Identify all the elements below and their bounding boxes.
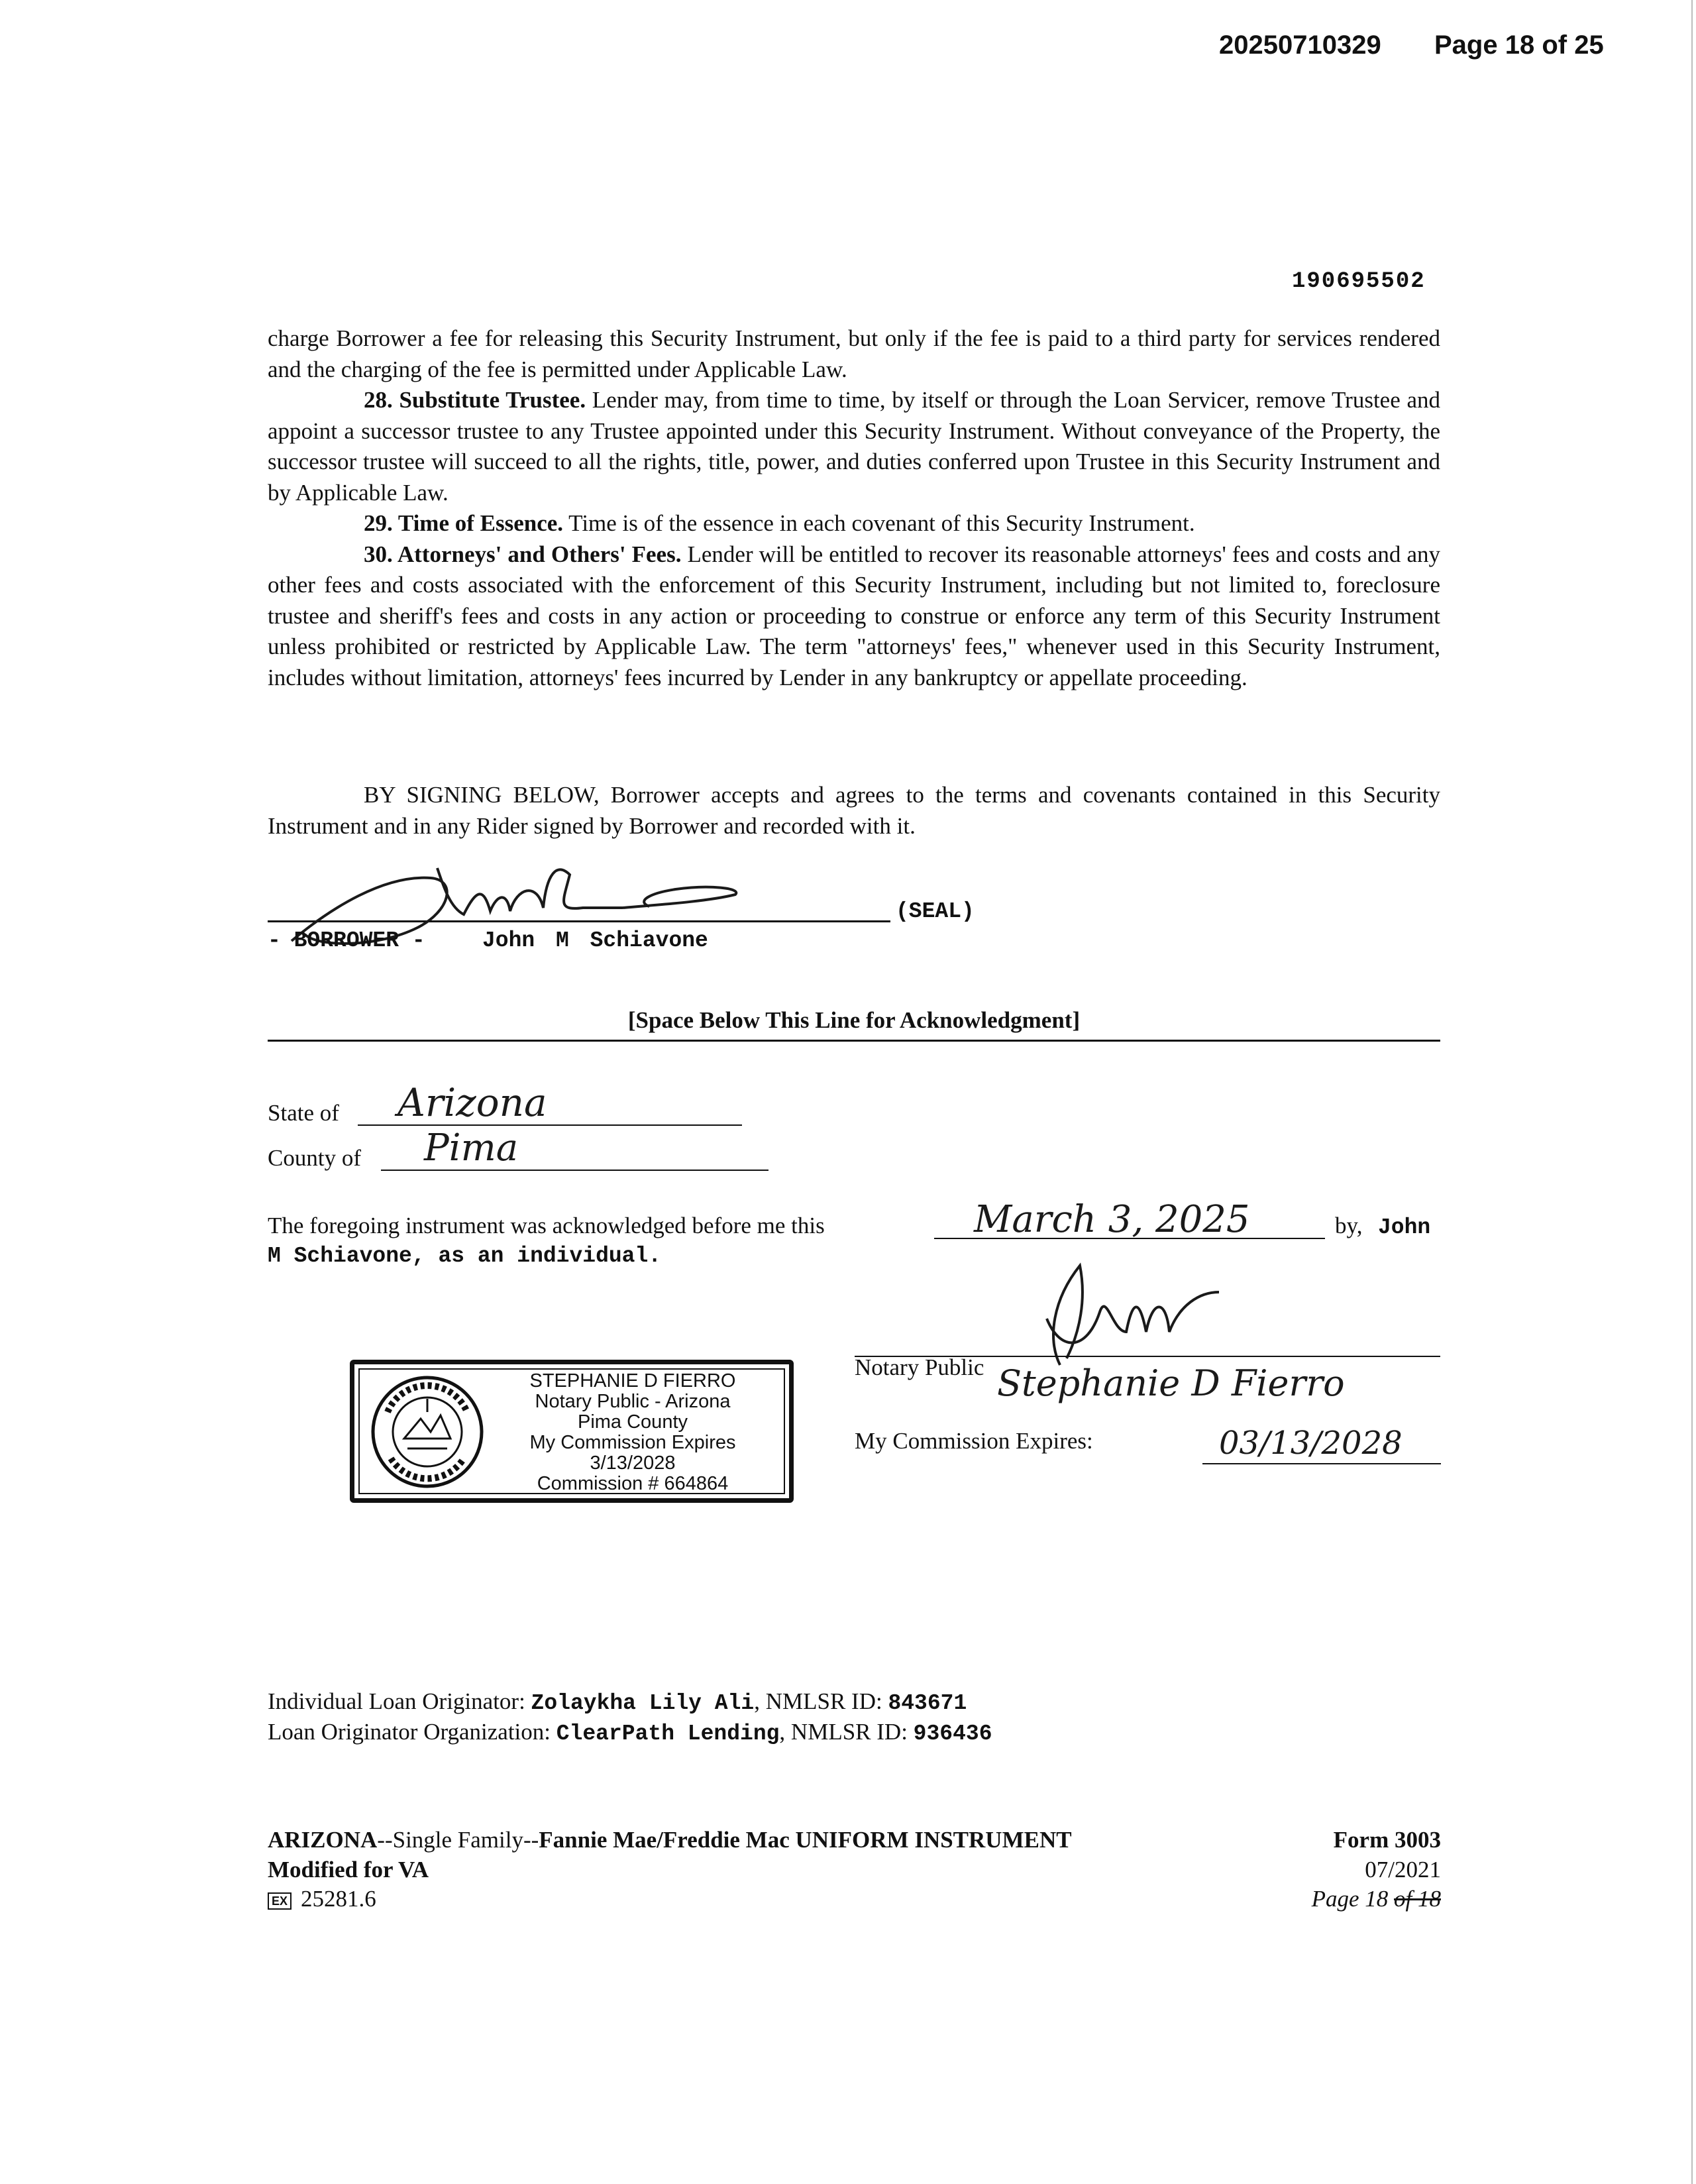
- individual-id: 843671: [888, 1691, 967, 1716]
- county-label: County of: [268, 1145, 361, 1171]
- notary-stamp-text: [487, 1371, 778, 1494]
- organization-label: Loan Originator Organization:: [268, 1719, 551, 1745]
- section-28: [268, 385, 1440, 508]
- commission-label: My Commission Expires:: [855, 1428, 1093, 1454]
- footer-page: [1206, 1886, 1441, 1912]
- signing-statement: BY SIGNING BELOW, Borrower accepts and agrees to the terms and covenants contained in this Security Instrument and in any Rider signed by Borrower and recorded with it.: [268, 782, 1440, 839]
- stamp-county: Pima County: [577, 1411, 688, 1433]
- commission-value: 03/13/2028: [1219, 1425, 1403, 1462]
- recording-number: 20250710329: [1219, 30, 1381, 60]
- footer-form-number: Form 3003: [1333, 1827, 1441, 1853]
- date-value: March 3, 2025: [974, 1198, 1250, 1241]
- individual-originator-line: [268, 1688, 967, 1716]
- footer-title-rest: --Single Family--: [377, 1827, 539, 1853]
- footer-state: ARIZONA: [268, 1827, 378, 1853]
- section-29-text: Time is of the essence in each covenant of this Security Instrument.: [563, 510, 1195, 536]
- notary-signature: [1007, 1259, 1232, 1378]
- state-label: State of: [268, 1100, 339, 1126]
- footer-modified: Modified for VA: [268, 1857, 429, 1883]
- borrower-name: John M Schiavone: [482, 928, 708, 953]
- organization-originator-line: [268, 1719, 992, 1746]
- section-28-text: Lender may, from time to time, by itself or through the Loan Servicer, remove Trustee and appoint a successor trustee to any Trustee appointed under this Security Instrument. Without conveyance of the Property, the successor trustee will succeed to all the rights, title, power, and duties conferred upon Trustee in this Security Instrument and by Applicable Law.: [268, 387, 1440, 506]
- foregoing-text: The foregoing instrument was acknowledged before me this: [268, 1213, 825, 1238]
- by-label: by,: [1335, 1213, 1363, 1238]
- arizona-state-seal-icon: [368, 1372, 487, 1492]
- organization-id-label: , NMLSR ID:: [779, 1719, 908, 1745]
- page-label: Page 18 of 25: [1434, 30, 1604, 60]
- organization-id: 936436: [913, 1721, 992, 1746]
- section-28-heading: 28. Substitute Trustee.: [364, 387, 586, 413]
- stamp-commission: Commission # 664864: [537, 1473, 729, 1494]
- state-value: Arizona: [398, 1080, 547, 1125]
- acknowledgment-divider-label: [Space Below This Line for Acknowledgment]: [627, 1007, 1081, 1033]
- borrower-prefix: - BORROWER -: [268, 928, 425, 953]
- individual-originator-label: Individual Loan Originator:: [268, 1688, 525, 1714]
- notary-label: Notary Public: [855, 1354, 984, 1380]
- acknowledgment-divider-line: [268, 1040, 1440, 1042]
- section-30: [268, 539, 1440, 694]
- footer-form-code: 25281.6: [301, 1886, 376, 1912]
- section-29-heading: 29. Time of Essence.: [364, 510, 564, 536]
- individual-originator-name: Zolaykha Lily Ali: [531, 1691, 755, 1716]
- footer-page-prefix: Page 18: [1311, 1886, 1389, 1912]
- commission-line: [1202, 1463, 1441, 1464]
- intro-paragraph: charge Borrower a fee for releasing this Security Instrument, but only if the fee is paid to a third party for services rendered and the charging of the fee is permitted under Applicable Law.: [268, 325, 1440, 382]
- county-value: Pima: [424, 1126, 519, 1170]
- section-29: [268, 508, 1440, 539]
- footer-form-code-line: [268, 1886, 376, 1912]
- section-30-text: Lender will be entitled to recover its reasonable attorneys' fees and costs and any other fees and costs associated with the enforcement of this Security Instrument, including but not limited to, foreclosure trustee and sheriff's fees and costs in any action or proceeding to construe or enforce any term of this Security Instrument unless prohibited or restricted by Applicable Law. The term "attorneys' fees," whenever used in this Security Instrument, includes without limitation, attorneys' fees incurred by Lender in any bankruptcy or appellate proceeding.: [268, 541, 1440, 690]
- stamp-title: Notary Public - Arizona: [535, 1391, 731, 1412]
- footer-form-date: 07/2021: [1365, 1857, 1441, 1883]
- loan-number: 190695502: [1292, 269, 1426, 294]
- signer-line2: M Schiavone, as an individual.: [268, 1244, 662, 1268]
- stamp-name: STEPHANIE D FIERRO: [529, 1370, 736, 1392]
- notary-stamp: [350, 1360, 794, 1503]
- body-section: [268, 323, 1440, 693]
- ex-icon: EX: [268, 1892, 292, 1910]
- footer-form-title: [268, 1827, 1072, 1853]
- scan-edge-line: [1691, 0, 1693, 2184]
- stamp-expires-date: 3/13/2028: [590, 1452, 676, 1474]
- stamp-expires-label: My Commission Expires: [529, 1432, 736, 1453]
- county-line: [381, 1170, 768, 1171]
- individual-id-label: , NMLSR ID:: [754, 1688, 882, 1714]
- organization-name: ClearPath Lending: [556, 1721, 780, 1746]
- notary-handwritten-name: Stephanie D Fierro: [997, 1362, 1345, 1404]
- footer-title-bold: Fannie Mae/Freddie Mac UNIFORM INSTRUMENT: [539, 1827, 1072, 1853]
- signer-line1: John: [1378, 1215, 1431, 1240]
- footer-page-suffix: of 18: [1394, 1886, 1441, 1912]
- seal-label: (SEAL): [896, 899, 975, 924]
- section-30-heading: 30. Attorneys' and Others' Fees.: [364, 541, 682, 567]
